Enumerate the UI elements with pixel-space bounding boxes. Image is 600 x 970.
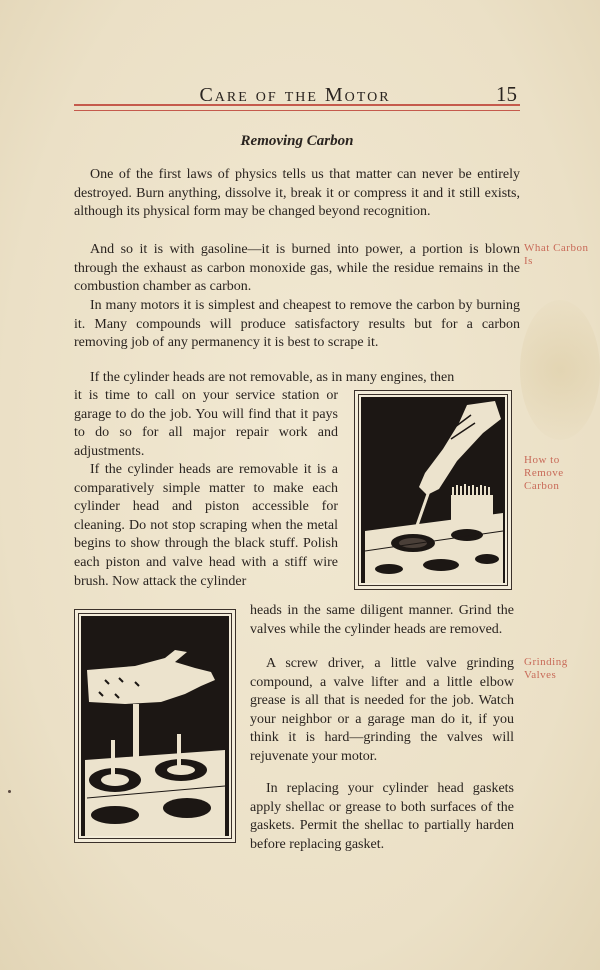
paragraph-6: A screw driver, a little valve grinding compound, a valve lifter and a little elbow grease is all that is needed for the job. Watch your neighbor or a garage man do it, if you think it is hard—grinding the valves will rejuvenate your motor. [250, 656, 514, 764]
paragraph-7: In replacing your cylinder head gaskets apply shellac or grease to both surfaces of the gaskets. Permit the shellac to partially harden before replacing gasket. [250, 781, 514, 852]
paragraph-2: And so it is with gasoline—it is burned into power, a portion is blown through the exhaust as carbon monoxide gas, while the residue remains in the combustion chamber as carbon. [74, 242, 520, 295]
paragraph-4-lead: If the cylinder heads are not removable, as in many engines, then [90, 370, 455, 385]
paragraph-1: One of the first laws of physics tells us that matter can never be entirely destroyed. Burn anything, dissolve it, break it or compress it and it still exists, although its physical form may be changed beyond recognition. [74, 167, 520, 220]
margin-note-grinding-valves: Grinding Valves [524, 656, 568, 681]
grinding-valves-drawing [75, 610, 235, 842]
running-head: Care of the Motor [199, 84, 391, 106]
scraping-carbon-drawing [355, 391, 511, 589]
page-speck [8, 790, 11, 793]
paragraph-5: If the cylinder heads are removable it is a comparatively simple matter to make each cylinder head and piston accessible for cleaning. Do not stop scraping when the metal begins to show through the black stuff. Polish each piston and valve head with a stiff wire brush. Now attack the cylinder [74, 462, 338, 589]
paragraph-3: In many motors it is simplest and cheapest to remove the carbon by burning it. Many compounds will produce satisfactory results but for a carbon removing job of any permanency it is best to scrape it. [74, 298, 520, 351]
header-rule-bottom [74, 110, 520, 111]
paragraph-4-cont: it is time to call on your service station or garage to do the job. You will find that it pays to do so for all major repair work and adjustments. [74, 388, 338, 459]
illustration-scraping-carbon [354, 390, 512, 590]
paragraph-5-cont: heads in the same diligent manner. Grind the valves while the cylinder heads are removed. [250, 603, 514, 637]
margin-note-how-to-remove-carbon: How to Remove Carbon [524, 454, 564, 492]
illustration-grinding-valves [74, 609, 236, 843]
page-number: 15 [496, 82, 517, 106]
section-title: Removing Carbon [240, 133, 354, 149]
paper-stain [520, 300, 600, 440]
header-rule-top [74, 104, 520, 106]
margin-note-what-carbon-is: What Carbon Is [524, 242, 589, 267]
